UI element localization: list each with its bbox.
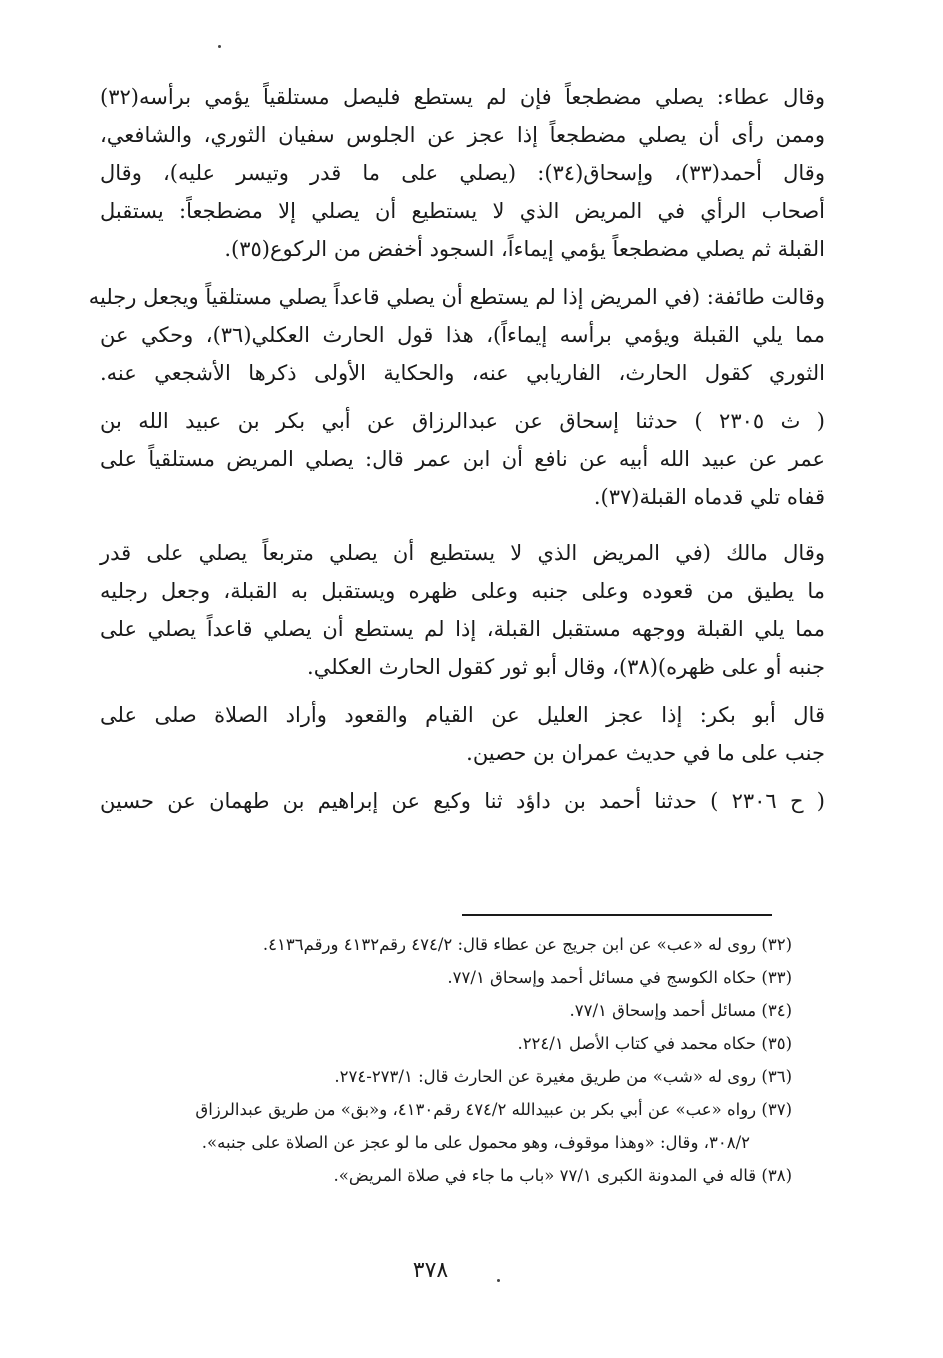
paragraph-athar-2305: [100, 402, 825, 516]
page-number: ٣٧٨: [412, 1258, 449, 1283]
footnote-33: (٣٣) حكاه الكوسج في مسائل أحمد وإسحاق ٧٧/١.: [447, 968, 792, 987]
text-line: وقال مالك (في المريض الذي لا يستطيع أن يصلي متربعاً يصلي على قدر: [100, 541, 825, 565]
scan-speck: [218, 45, 221, 48]
text-line: وممن رأى أن يصلي مضطجعاً إذا عجز عن الجلوس سفيان الثوري، والشافعي،: [100, 123, 825, 147]
text-line: ما يطيق من قعوده وعلى جنبه وعلى ظهره ويستقبل به القبلة، وجعل رجليه: [100, 579, 825, 603]
text-line: جنبه أو على ظهره)(٣٨)، وقال أبو ثور كقول الحارث العكلي.: [307, 655, 825, 679]
footnote-38: (٣٨) قاله في المدونة الكبرى ٧٧/١ «باب ما جاء في صلاة المريض».: [333, 1166, 792, 1185]
paragraph-ata: [100, 78, 825, 268]
footnote-36: (٣٦) روى له «شب» من طريق مغيرة عن الحارث قال: ٢٧٣/١-٢٧٤.: [334, 1067, 792, 1086]
text-line: قفاه تلي قدماه القبلة(٣٧).: [593, 485, 825, 509]
text-line: أصحاب الرأي في المريض الذي لا يستطيع أن يصلي إلا مضطجعاً: يستقبل: [100, 199, 825, 223]
footnote-34: (٣٤) مسائل أحمد وإسحاق ٧٧/١.: [569, 1001, 792, 1020]
text-line: وقالت طائفة: (في المريض إذا لم يستطع أن يصلي قاعداً يصلي مستلقياً ويجعل رجليه: [88, 285, 825, 309]
text-line: عمر عن عبيد الله أبيه عن نافع أن ابن عمر قال: يصلي المريض مستلقياً على: [100, 447, 825, 471]
text-line: وقال عطاء: يصلي مضطجعاً فإن لم يستطع فليصل مستلقياً يؤمي برأسه(٣٢): [100, 85, 825, 109]
footnote-32: (٣٢) روى له «عب» عن ابن جريج عن عطاء قال: ٤٧٤/٢ رقم٤١٣٢ ورقم٤١٣٦.: [262, 935, 792, 954]
footnote-37-continuation: ٣٠٨/٢، وقال: «وهذا موقوف، وهو محمول على ما لو عجز عن الصلاة على جنبه».: [201, 1133, 750, 1152]
footnote-35: (٣٥) حكاه محمد في كتاب الأصل ٢٢٤/١.: [517, 1034, 792, 1053]
text-line: وقال أحمد(٣٣)، وإسحاق(٣٤): (يصلي على ما قدر وتيسر عليه)، وقال: [100, 161, 825, 185]
main-text: [88, 78, 825, 830]
text-line: قال أبو بكر: إذا عجز العليل عن القيام والقعود وأراد الصلاة صلى على: [100, 703, 825, 727]
paragraph-abu-bakr: [100, 696, 825, 772]
text-line: الثوري كقول الحارث، الفاريابي عنه، والحكاية الأولى ذكرها الأشجعي عنه.: [100, 361, 825, 385]
paragraph-hadith-2306: [100, 782, 825, 820]
text-line: القبلة ثم يصلي مضطجعاً يؤمي إيماءاً، السجود أخفض من الركوع(٣٥).: [224, 237, 825, 261]
text-line: مما يلي القبلة ويؤمي برأسه إيماءاً)، هذا قول الحارث العكلي(٣٦)، وحكي عن: [100, 323, 825, 347]
paragraph-taifa: [88, 278, 825, 392]
text-line: جنب على ما في حديث عمران بن حصين.: [466, 741, 825, 765]
paragraph-malik: [100, 534, 825, 686]
footnotes: [100, 928, 792, 1192]
footnote-separator: [462, 914, 772, 916]
text-line: مما يلي القبلة ووجهه مستقبل القبلة، إذا لم يستطع أن يصلي قاعداً يصلي على: [100, 617, 825, 641]
text-line: ( ح ٢٣٠٦ ) حدثنا أحمد بن داؤد ثنا وكيع عن إبراهيم بن طهمان عن حسين: [100, 789, 825, 813]
text-line: ( ث ٢٣٠٥ ) حدثنا إسحاق عن عبدالرزاق عن أبي بكر بن عبيد الله بن: [100, 409, 825, 433]
footnote-37: (٣٧) رواه «عب» عن أبي بكر بن عبيدالله ٤٧٤/٢ رقم٤١٣٠، و«بق» من طريق عبدالرزاق: [195, 1100, 792, 1119]
